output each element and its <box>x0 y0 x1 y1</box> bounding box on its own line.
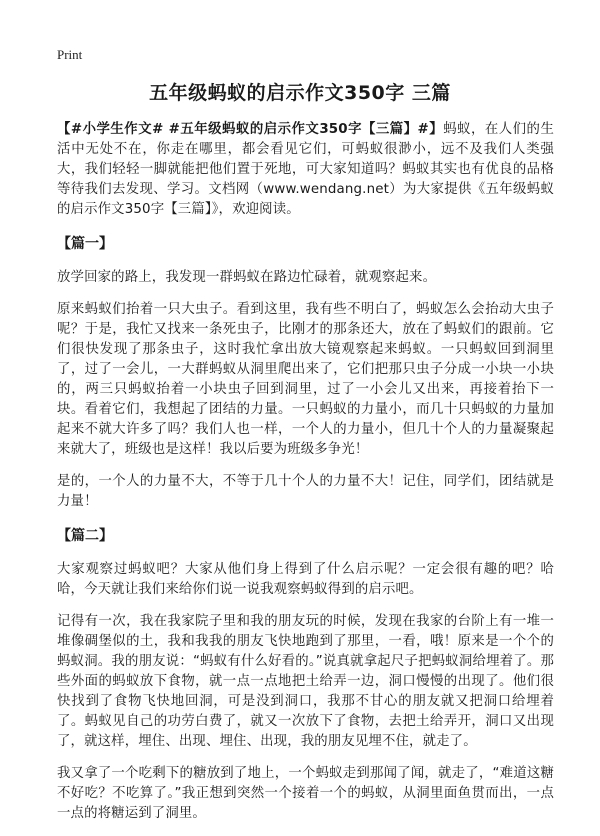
article-body <box>57 120 554 836</box>
section-heading-2: 【篇二】 <box>57 528 113 544</box>
intro-lead: 【#小学生作文# #五年级蚂蚁的启示作文350字【三篇】#】 <box>57 122 444 137</box>
section-heading-1: 【篇一】 <box>57 236 113 252</box>
intro-text: 蚂蚁，在人们的生活中无处不在，你走在哪里，都会看见它们，可蚂蚁很渺小，远不及我们人类强大，我们轻轻一脚就能把他们置于死地，可大家知道吗？蚂蚁其实也有优良的品格等待我们去发现、学习。文档网（www.wendang.net）为大家提供《五年级蚂蚁的启示作文350字【三篇】》，欢迎阅读。 <box>57 122 554 217</box>
intro-paragraph <box>57 120 554 220</box>
paragraph: 放学回家的路上，我发现一群蚂蚁在路边忙碌着，就观察起来。 <box>57 270 437 285</box>
paragraph: 我又拿了一个吃剩下的糖放到了地上，一个蚂蚁走到那闻了闻，就走了，“难道这糖不好吃？不吃算了。”我正想到突然一个接着一个的蚂蚁，从洞里面鱼贯而出，一点一点的将糖运到了洞里。 <box>57 766 554 821</box>
page-title: 五年级蚂蚁的启示作文350字 三篇 <box>149 82 451 104</box>
print-link[interactable]: Print <box>57 47 83 62</box>
paragraph: 原来蚂蚁们抬着一只大虫子。看到这里，我有些不明白了，蚂蚁怎么会抬动大虫子呢？于是，我忙又找来一条死虫子，比刚才的那条还大，放在了蚂蚁们的跟前。它们很快发现了那条虫子，这时我忙拿出放大镜观察起来蚂蚁。一只蚂蚁回到洞里了，过了一会儿，一大群蚂蚁从洞里爬出来了，它们把那只虫子分成一小块一小块的，两三只蚂蚁抬着一小块虫子回到洞里，过了一小会儿又出来，再接着抬下一块。看着它们，我想起了团结的力量。一只蚂蚁的力量小，而几十只蚂蚁的力量加起来不就大许多了吗？我们人也一样，一个人的力量小，但几十个人的力量凝聚起来就大了，班级也是这样！我以后要为班级多争光！ <box>57 302 554 457</box>
paragraph: 是的，一个人的力量不大，不等于几十个人的力量不大！记住，同学们，团结就是力量！ <box>57 474 554 509</box>
paragraph: 记得有一次，我在我家院子里和我的朋友玩的时候，发现在我家的台阶上有一堆一堆像碉堡似的土，我和我我的朋友飞快地跑到了那里，一看，哦！原来是一个个的蚂蚁洞。我的朋友说：“蚂蚁有什么好看的。”说真就拿起尺子把蚂蚁洞给埋着了。那些外面的蚂蚁放下食物，就一点一点地把土给弄一边，洞口慢慢的出现了。他们很快找到了食物飞快地回洞，可是没到洞口，我那不甘心的朋友就又把洞口给埋着了。蚂蚁见自己的功劳白费了，就又一次放下了食物，去把土给弄开，洞口又出现了，就这样，埋住、出现、埋住、出现，我的朋友见埋不住，就走了。 <box>57 614 554 749</box>
paragraph: 大家观察过蚂蚁吧？大家从他们身上得到了什么启示呢？一定会很有趣的吧？哈哈，今天就让我们来给你们说一说我观察蚂蚁得到的启示吧。 <box>57 562 554 597</box>
